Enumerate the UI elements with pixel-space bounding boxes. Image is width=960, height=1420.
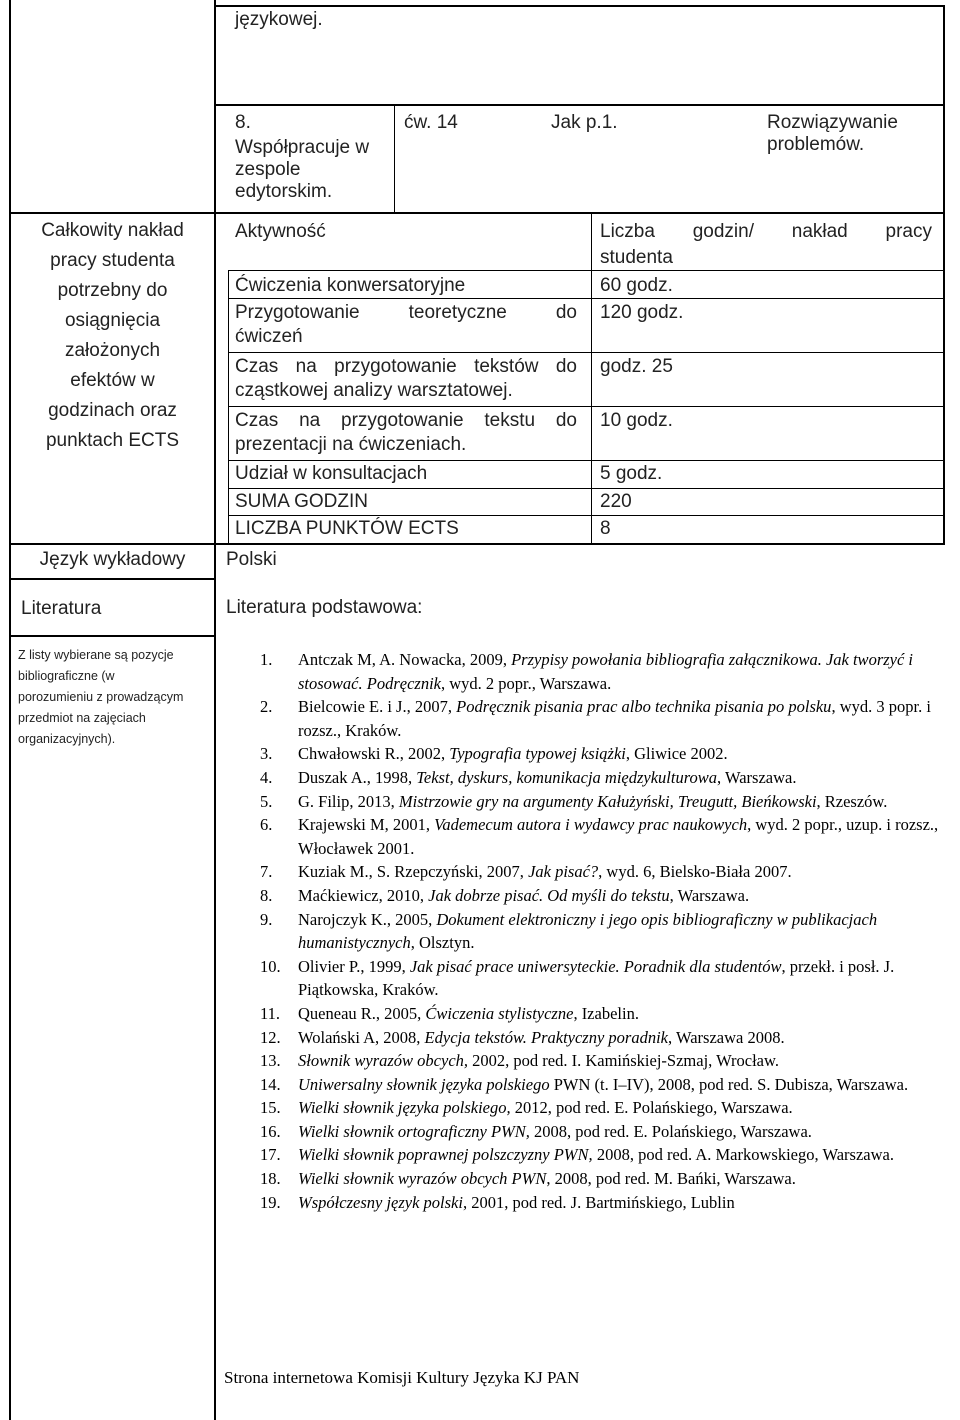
bibliography-item bbox=[260, 648, 950, 695]
language-value: Polski bbox=[226, 549, 277, 570]
bibliography-item bbox=[260, 790, 950, 814]
bibliography-item-text: Współczesny język polski, 2001, pod red. J. Bartmińskiego, Lublin bbox=[298, 1192, 735, 1212]
bibliography-item bbox=[260, 1191, 950, 1215]
bibliography-item-text: Wielki słownik ortograficzny PWN, 2008, pod red. E. Polańskiego, Warszawa. bbox=[298, 1121, 812, 1141]
bibliography-item-text: Queneau R., 2005, Ćwiczenia stylistyczne, Izabelin. bbox=[298, 1003, 639, 1023]
bibliography-item bbox=[260, 695, 950, 742]
bibliography-item bbox=[260, 1120, 950, 1144]
workload-heading-line: godzinach oraz bbox=[48, 400, 177, 421]
bibliography-item-text: Uniwersalny słownik języka polskiego PWN (t. I–IV), 2008, pod red. S. Dubisza, Warszawa. bbox=[298, 1074, 909, 1094]
workload-heading-line: potrzebny do bbox=[57, 280, 168, 301]
workload-hours: 10 godz. bbox=[600, 410, 673, 431]
bibliography-item bbox=[260, 1143, 950, 1167]
effect-number: 8. bbox=[235, 112, 251, 133]
bibliography-item-number: 17. bbox=[260, 1145, 281, 1165]
bibliography-item bbox=[260, 1002, 950, 1026]
hline-w3 bbox=[228, 352, 943, 353]
effect-method: Jak p.1. bbox=[551, 112, 618, 133]
workload-hours: 5 godz. bbox=[600, 463, 663, 484]
bibliography-item-text: Bielcowie E. i J., 2007, Podręcznik pisania prac albo technika pisania po polsku, wyd. 3 popr. i rozsz., Kraków. bbox=[298, 697, 931, 740]
hline-top bbox=[214, 5, 945, 7]
col-hours-header-line2: studenta bbox=[600, 247, 673, 268]
hline-w6 bbox=[228, 488, 943, 489]
bibliography-item-text: Wolański A, 2008, Edycja tekstów. Praktyczny poradnik, Warszawa 2008. bbox=[298, 1027, 785, 1047]
bibliography-item bbox=[260, 1049, 950, 1073]
literature-note-line: przedmiot na zajęciach bbox=[18, 711, 146, 725]
bibliography-item bbox=[260, 908, 950, 955]
workload-activity: Czas na przygotowanie tekstu do bbox=[235, 410, 577, 431]
bibliography-item-text: Olivier P., 1999, Jak pisać prace uniwersyteckie. Poradnik dla studentów, przekł. i posł. J. Piątkowska, Kraków. bbox=[298, 956, 895, 1000]
bibliography-item bbox=[260, 1073, 950, 1097]
bibliography-item-text: Wielki słownik poprawnej polszczyzny PWN, 2008, pod red. A. Markowskiego, Warszawa. bbox=[298, 1145, 894, 1165]
bibliography-item-text: Chwałowski R., 2002, Typografia typowej książki, Gliwice 2002. bbox=[298, 744, 728, 764]
sum-label: SUMA GODZIN bbox=[235, 491, 369, 512]
bibliography-item-text: Wielki słownik wyrazów obcych PWN, 2008, pod red. M. Bańki, Warszawa. bbox=[298, 1169, 796, 1189]
literature-note-line: Z listy wybierane są pozycje bbox=[18, 648, 174, 662]
col-activity-header: Aktywność bbox=[235, 221, 326, 242]
effect-verification: Rozwiązywanie problemów. bbox=[767, 112, 898, 155]
bibliography-item bbox=[260, 860, 950, 884]
bibliography-item bbox=[260, 1026, 950, 1050]
hline-literature-top bbox=[9, 578, 216, 580]
ects-value: 8 bbox=[600, 518, 611, 539]
top-fragment: językowej. bbox=[235, 9, 323, 30]
ects-label: LICZBA PUNKTÓW ECTS bbox=[235, 518, 459, 539]
workload-activity-cont: cząstkowej analizy warsztatowej. bbox=[235, 380, 513, 401]
footer-link-text: Strona internetowa Komisji Kultury Języka KJ PAN bbox=[224, 1368, 580, 1387]
bibliography-item bbox=[260, 955, 950, 1002]
bibliography-item-number: 10. bbox=[260, 956, 281, 976]
workload-hours: 120 godz. bbox=[600, 302, 684, 323]
table-right-border-top bbox=[943, 5, 945, 545]
hline-w7 bbox=[228, 515, 943, 516]
bibliography-item-text: G. Filip, 2013, Mistrzowie gry na argumenty Kałużyński, Treugutt, Bieńkowski, Rzeszów. bbox=[298, 791, 888, 811]
bibliography-item-number: 12. bbox=[260, 1027, 281, 1047]
bibliography-item bbox=[260, 1096, 950, 1120]
bibliography-item-number: 1. bbox=[260, 650, 273, 669]
literature-note-line: organizacyjnych). bbox=[18, 732, 116, 746]
workload-hours: godz. 25 bbox=[600, 356, 673, 377]
workload-heading-line: założonych bbox=[64, 340, 161, 361]
bibliography-item bbox=[260, 766, 950, 790]
workload-left-heading bbox=[11, 216, 214, 456]
bibliography-item-number: 5. bbox=[260, 791, 273, 811]
bibliography-item-text: Słownik wyrazów obcych, 2002, pod red. I. Kamińskiej-Szmaj, Wrocław. bbox=[298, 1051, 779, 1071]
language-label: Język wykładowy bbox=[39, 549, 186, 570]
bibliography-item-number: 2. bbox=[260, 697, 273, 717]
bibliography-ol bbox=[260, 648, 950, 1214]
bibliography-item-number: 7. bbox=[260, 862, 273, 882]
bibliography-item-number: 15. bbox=[260, 1098, 281, 1118]
bibliography-item-text: Krajewski M, 2001, Vademecum autora i wydawcy prac naukowych, wyd. 2 popr., uzup. i rozsz., Włocławek 2001. bbox=[298, 815, 939, 858]
workload-activity: Udział w konsultacjach bbox=[235, 463, 428, 484]
bibliography-item-number: 4. bbox=[260, 767, 273, 787]
literature-label: Literatura bbox=[21, 598, 102, 619]
sum-value: 220 bbox=[600, 491, 632, 512]
bibliography-item-number: 6. bbox=[260, 815, 273, 835]
hline-w5 bbox=[228, 460, 943, 461]
literature-note-line: bibliograficzne (w bbox=[18, 669, 115, 683]
hline-w1 bbox=[228, 270, 943, 271]
workload-heading-line: osiągnięcia bbox=[64, 310, 161, 331]
hline-w2 bbox=[228, 298, 943, 299]
bibliography-item-number: 16. bbox=[260, 1121, 281, 1141]
effect-form: ćw. 14 bbox=[404, 112, 458, 133]
literature-subheading: Literatura podstawowa: bbox=[226, 597, 423, 618]
workload-activity-cont: ćwiczeń bbox=[235, 326, 303, 347]
bibliography-item-number: 8. bbox=[260, 885, 273, 905]
workload-activity: Czas na przygotowanie tekstów do bbox=[235, 356, 577, 377]
hline-effect-top bbox=[214, 104, 945, 106]
vline-effect-1 bbox=[394, 104, 395, 212]
hline-w4 bbox=[228, 406, 943, 407]
bibliography-item-number: 19. bbox=[260, 1192, 281, 1212]
col-hours-header-line1: Liczba godzin/ nakład pracy bbox=[600, 221, 932, 242]
bibliography-item-number: 13. bbox=[260, 1051, 281, 1071]
bibliography-item-number: 14. bbox=[260, 1074, 281, 1094]
literature-note bbox=[18, 645, 208, 750]
effect-description: Współpracuje w zespole edytorskim. bbox=[235, 137, 370, 202]
bibliography-item bbox=[260, 1167, 950, 1191]
workload-heading-line: Całkowity nakład bbox=[41, 220, 184, 241]
bibliography-item-text: Maćkiewicz, 2010, Jak dobrze pisać. Od myśli do tekstu, Warszawa. bbox=[298, 885, 750, 905]
bibliography-item-text: Duszak A., 1998, Tekst, dyskurs, komunikacja międzykulturowa, Warszawa. bbox=[298, 767, 797, 787]
literature-note-line: porozumieniu z prowadzącym bbox=[18, 690, 184, 704]
bibliography-item bbox=[260, 884, 950, 908]
bibliography-item-number: 9. bbox=[260, 909, 273, 929]
bibliography-list bbox=[260, 648, 950, 1214]
bibliography-item-text: Narojczyk K., 2005, Dokument elektroniczny i jego opis bibliograficzny w publikacjach humanistycznych, Olsztyn. bbox=[298, 909, 878, 953]
workload-hours: 60 godz. bbox=[600, 275, 673, 296]
bibliography-item bbox=[260, 813, 950, 860]
workload-heading-line: efektów w bbox=[70, 370, 155, 391]
bibliography-item-text: Kuziak M., S. Rzepczyński, 2007, Jak pisać?, wyd. 6, Bielsko-Biała 2007. bbox=[298, 862, 792, 882]
vline-w-left bbox=[228, 270, 229, 543]
workload-heading-line: pracy studenta bbox=[50, 250, 175, 271]
workload-heading-line: punktach ECTS bbox=[45, 430, 180, 451]
bibliography-item-number: 18. bbox=[260, 1169, 281, 1189]
hline-literature-note bbox=[9, 635, 216, 637]
bibliography-item-text: Antczak M, A. Nowacka, 2009, Przypisy powołania bibliografia załącznikowa. Jak tworzyć i stosować. Podręcznik, wyd. 2 popr., Warszawa. bbox=[298, 650, 914, 693]
bibliography-item bbox=[260, 742, 950, 766]
workload-activity: Przygotowanie teoretyczne do bbox=[235, 302, 577, 323]
hline-workload-top bbox=[9, 212, 945, 214]
workload-activity: Ćwiczenia konwersatoryjne bbox=[235, 275, 466, 296]
vline-workload bbox=[591, 212, 592, 543]
bibliography-item-text: Wielki słownik języka polskiego, 2012, pod red. E. Polańskiego, Warszawa. bbox=[298, 1098, 793, 1118]
bibliography-item-number: 11. bbox=[260, 1003, 281, 1023]
bibliography-item-number: 3. bbox=[260, 744, 273, 764]
workload-activity-cont: prezentacji na ćwiczeniach. bbox=[235, 434, 467, 455]
